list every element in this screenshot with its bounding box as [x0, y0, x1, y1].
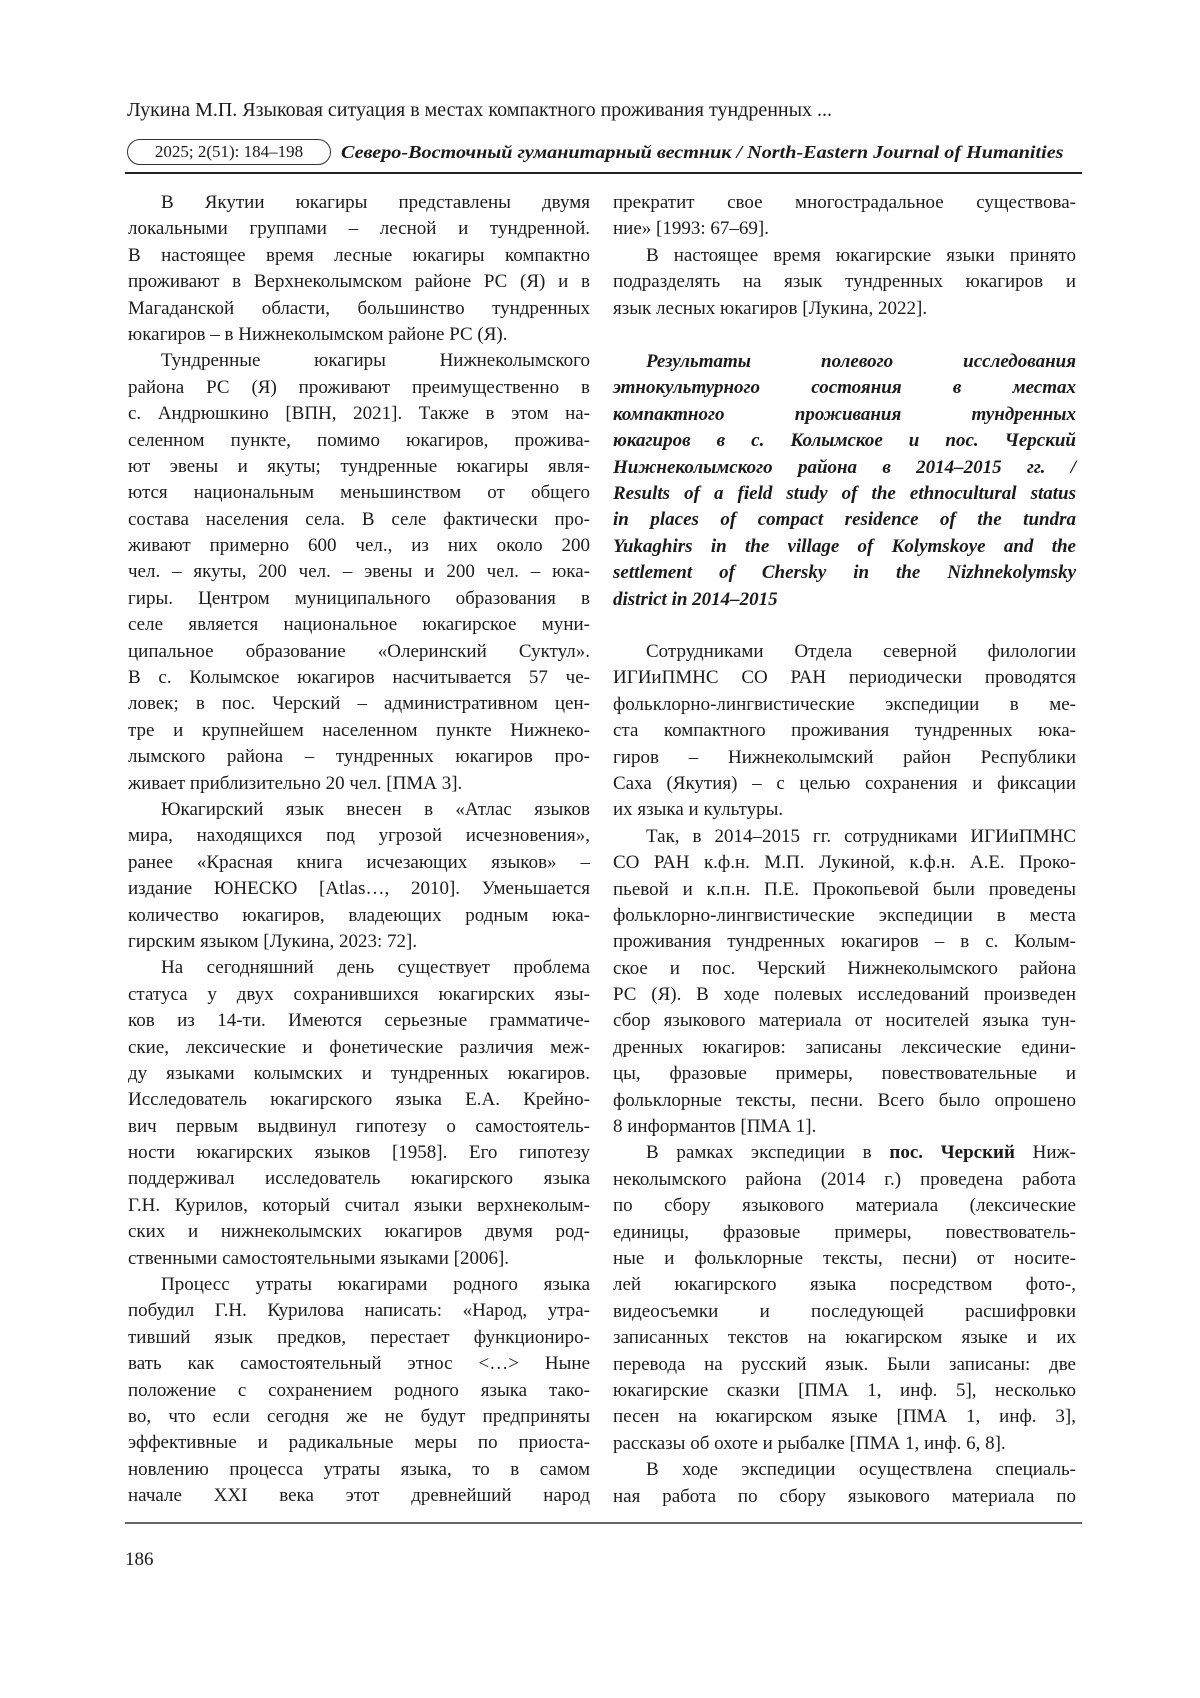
line-text: записанных текстов на юкагирском языке и их: [613, 1327, 1076, 1349]
text-line: [128, 401, 590, 427]
line-text: подразделять на язык тундренных юкагиров и: [613, 271, 1076, 293]
text-line: [613, 1140, 1076, 1166]
text-line: [613, 824, 1076, 850]
line-text: В ходе экспедиции осуществлена специаль-: [646, 1459, 1076, 1481]
line-text: Тундренные юкагиры Нижнеколымского: [161, 350, 590, 372]
text-line: [613, 1088, 1076, 1114]
text-line: [128, 428, 590, 454]
line-text: положение с сохранением родного языка тако-: [128, 1379, 590, 1401]
line-text: района РС (Я) проживают преимущественно в: [128, 376, 590, 398]
text-line: [613, 349, 1076, 375]
line-text: начале XXI века этот древнейший народ: [128, 1485, 590, 1507]
text-line: [128, 480, 590, 506]
text-line: [128, 1061, 590, 1087]
line-text: гиров – Нижнеколымский район Республики: [613, 746, 1076, 768]
text-line: [613, 455, 1076, 481]
line-text: издание ЮНЕСКО [Atlas…, 2010]. Уменьшается: [128, 878, 590, 900]
text-line: [613, 1352, 1076, 1378]
text-line: [613, 1008, 1076, 1034]
line-text: ственными самостоятельными языками [2006].: [128, 1247, 510, 1269]
line-text: СО РАН к.ф.н. М.П. Лукиной, к.ф.н. А.Е. Проко-: [613, 852, 1076, 874]
line-text: in places of compact residence of the tundra: [613, 509, 1076, 531]
line-text: тре и крупнейшем населенном пункте Нижнеко-: [128, 719, 590, 741]
line-text: фольклорно-лингвистические экспедиции в ме-: [613, 693, 1076, 715]
text-line: [128, 1114, 590, 1140]
line-text: рассказы об охоте и рыбалке [ПМА 1, инф. 6, 8].: [613, 1432, 1006, 1454]
text-line: [613, 850, 1076, 876]
line-text: Сотрудниками Отдела северной филологии: [646, 641, 1076, 662]
line-text: лымского района – тундренных юкагиров про-: [128, 746, 590, 768]
line-text: побудил Г.Н. Курилова написать: «Народ, утра-: [128, 1300, 590, 1322]
line-text: чел. – якуты, 200 чел. – эвены и 200 чел. – юка-: [128, 561, 590, 583]
running-title: Лукина М.П. Языковая ситуация в местах компактного проживания тундренных ...: [127, 99, 833, 121]
line-text: ских и нижнеколымских юкагиров двумя род-: [128, 1221, 590, 1243]
text-line: [613, 1220, 1076, 1246]
text-line: [613, 745, 1076, 771]
text-line: [128, 955, 590, 981]
text-line: [128, 216, 590, 242]
paragraph: [613, 243, 1076, 322]
line-text: ские, лексические и фонетические различия меж-: [128, 1036, 590, 1058]
line-text: ние» [1993: 67–69].: [613, 218, 769, 240]
text-line: [128, 559, 590, 585]
text-line: [128, 296, 590, 322]
line-text: гирским языком [Лукина, 2023: 72].: [128, 930, 418, 952]
header-divider: [125, 172, 1082, 174]
line-text: ципальное образование «Олеринский Суктул».: [128, 640, 590, 662]
line-text: ранее «Красная книга исчезающих языков» –: [128, 851, 590, 873]
text-line: [128, 1430, 590, 1456]
text-line: [613, 982, 1076, 1008]
text-line: [128, 929, 590, 955]
text-line: [128, 903, 590, 929]
text-line: [128, 1035, 590, 1061]
text-line: [128, 1298, 590, 1324]
text-line: [128, 375, 590, 401]
text-line: [613, 560, 1076, 586]
line-text: компактного проживания тундренных: [613, 403, 1076, 425]
text-line: [128, 322, 590, 348]
line-text: проживания тундренных юкагиров – в с. Колым-: [613, 931, 1076, 953]
line-text: Results of a field study of the ethnocultural status: [613, 482, 1076, 504]
footer-divider: [125, 1522, 1082, 1524]
line-text: district in 2014–2015: [613, 588, 778, 610]
paragraph: [128, 348, 590, 797]
line-text: юкагиров в с. Колымское и пос. Черский: [613, 430, 1076, 452]
line-text: живают примерно 600 чел., из них около 200: [128, 535, 590, 557]
line-text: дренных юкагиров: записаны лексические едини-: [613, 1036, 1076, 1058]
text-line: [128, 243, 590, 269]
line-text: [646, 1140, 1076, 1166]
line-text: Юкагирский язык внесен в «Атлас языков: [161, 798, 590, 820]
line-text: эффективные и радикальные меры по приоста-: [128, 1432, 590, 1454]
text-line: [613, 929, 1076, 955]
left-column: [128, 190, 590, 1510]
text-line: [613, 1114, 1076, 1140]
line-text: мира, находящихся под угрозой исчезновения»,: [128, 825, 590, 847]
line-text: ста компактного проживания тундренных юка-: [613, 720, 1076, 742]
line-text: ются национальным меньшинством от общего: [128, 482, 590, 504]
text-line: [613, 507, 1076, 533]
text-line: [613, 481, 1076, 507]
text-line: [613, 1167, 1076, 1193]
text-line: [613, 877, 1076, 903]
line-text: юкагирские сказки [ПМА 1, инф. 5], несколько: [613, 1379, 1076, 1401]
line-text: ИГИиПМНС СО РАН периодически проводятся: [613, 667, 1076, 689]
line-text: с. Андрюшкино [ВПН, 2021]. Также в этом на-: [128, 403, 590, 425]
text-line: [613, 1325, 1076, 1351]
line-text: единицы, фразовые примеры, повествователь-: [613, 1221, 1076, 1243]
line-text: фольклорно-лингвистические экспедиции в места: [613, 904, 1076, 926]
text-line: [128, 1087, 590, 1113]
text-line: [128, 1351, 590, 1377]
text-line: [613, 428, 1076, 454]
text-line: [128, 507, 590, 533]
text-line: [128, 1378, 590, 1404]
line-text: перевода на русский язык. Были записаны: две: [613, 1353, 1076, 1375]
line-text: ду языками колымских и тундренных юкагиров.: [128, 1062, 590, 1084]
line-text: Yukaghirs in the village of Kolymskoye and the: [613, 535, 1076, 557]
text-line: [128, 1272, 590, 1298]
line-text: Так, в 2014–2015 гг. сотрудниками ИГИиПМНС: [646, 825, 1076, 847]
line-text: Саха (Якутия) – с целью сохранения и фиксации: [613, 772, 1076, 794]
line-text: их языка и культуры.: [613, 799, 784, 821]
text-line: [128, 1404, 590, 1430]
line-text: пьевой и к.п.н. П.Е. Прокопьевой были проведены: [613, 878, 1076, 900]
line-text: На сегодняшний день существует проблема: [161, 957, 590, 979]
text-line: [128, 982, 590, 1008]
line-text: селе является национальное юкагирское муни-: [128, 614, 590, 636]
text-line: [613, 797, 1076, 823]
text-line: [613, 1431, 1076, 1457]
line-text: 8 информантов [ПМА 1].: [613, 1116, 817, 1138]
text-line: [613, 375, 1076, 401]
text-line: [613, 1193, 1076, 1219]
line-text: ют эвены и якуты; тундренные юкагиры явля-: [128, 455, 590, 477]
line-text: settlement of Chersky in the Nizhnekolymsky: [613, 562, 1076, 584]
paragraph-language-classification: [613, 243, 1076, 322]
line-text: Процесс утраты юкагирами родного языка: [161, 1274, 590, 1296]
line-text: тивший язык предков, перестает функциониро-: [128, 1326, 590, 1348]
text-line: [128, 269, 590, 295]
line-text: Исследователь юкагирского языка Е.А. Крейно-: [128, 1089, 590, 1111]
text-line: [613, 190, 1076, 216]
text-line: [613, 534, 1076, 560]
text-line: [613, 903, 1076, 929]
text-line: [128, 454, 590, 480]
text-line: [128, 1483, 590, 1509]
text-line: [128, 1193, 590, 1219]
line-text: локальными группами – лесной и тундренной.: [128, 218, 590, 240]
line-text: язык лесных юкагиров [Лукина, 2022].: [613, 297, 928, 319]
line-text: В с. Колымское юкагиров насчитывается 57 че-: [128, 667, 590, 689]
text-line: [128, 612, 590, 638]
line-text: Г.Н. Курилов, который считал языки верхнеколым-: [128, 1194, 590, 1216]
line-text: В настоящее время юкагирские языки принято: [646, 245, 1076, 266]
paragraph: [613, 1140, 1076, 1457]
text-line: [128, 1008, 590, 1034]
issue-badge: 2025; 2(51): 184–198: [127, 139, 331, 165]
text-line: [613, 718, 1076, 744]
text-line: [613, 665, 1076, 691]
line-text: поддерживал исследователь юкагирского языка: [128, 1168, 590, 1190]
text-line: [613, 216, 1076, 242]
text-line: [128, 1246, 590, 1272]
right-column-continuation: [613, 190, 1076, 243]
text-line: [128, 771, 590, 797]
text-line: [613, 1299, 1076, 1325]
section-heading: [613, 349, 1076, 613]
text-line: [128, 744, 590, 770]
text-line: [128, 1219, 590, 1245]
text-line: [128, 876, 590, 902]
line-text: лей юкагирского языка посредством фото-,: [613, 1274, 1076, 1296]
text-line: [613, 1457, 1076, 1483]
paragraph: [613, 1457, 1076, 1510]
text-line: [128, 586, 590, 612]
text-line: [128, 1140, 590, 1166]
text-line: [128, 1325, 590, 1351]
text-line: [613, 639, 1076, 665]
line-text: цы, фразовые примеры, повествовательные и: [613, 1063, 1076, 1085]
line-text: этнокультурного состояния в местах: [613, 377, 1076, 399]
line-text: новлению процесса утраты языка, то в самом: [128, 1458, 590, 1480]
line-text: проживают в Верхнеколымском районе РС (Я) и в: [128, 271, 590, 293]
text-line: [128, 1166, 590, 1192]
line-text: ная работа по сбору языкового материала по: [613, 1485, 1076, 1507]
bold-place-name: пос. Черский: [889, 1142, 1015, 1164]
paragraph: [613, 639, 1076, 824]
line-text: прекратит свое многострадальное существова-: [613, 192, 1076, 213]
text-line: [128, 823, 590, 849]
line-text: ков из 14-ти. Имеются серьезные грамматиче-: [128, 1010, 590, 1032]
line-text: ные и фольклорные тексты, песни) от носите-: [613, 1247, 1076, 1269]
line-text: Результаты полевого исследования: [646, 351, 1076, 372]
text-line: [613, 1035, 1076, 1061]
page-number: 186: [125, 1549, 154, 1570]
text-line: [128, 691, 590, 717]
text-line: [613, 243, 1076, 269]
text-line: [613, 1061, 1076, 1087]
line-text: селенном пункте, помимо юкагиров, прожива-: [128, 429, 590, 451]
text-line: [613, 1378, 1076, 1404]
paragraph: [128, 797, 590, 955]
line-text: вать как самостоятельный этнос <…> Ныне: [128, 1353, 590, 1375]
line-text: РС (Я). В ходе полевых исследований произведен: [613, 984, 1076, 1006]
text-line: [613, 692, 1076, 718]
line-text: ности юкагирских языков [1958]. Его гипотезу: [128, 1142, 590, 1164]
text-line: [128, 797, 590, 823]
line-text: юкагиров – в Нижнеколымском районе РС (Я).: [128, 323, 508, 345]
line-text: вич первым выдвинул гипотезу о самостоятель-: [128, 1115, 590, 1137]
line-text: живает приблизительно 20 чел. [ПМА 3].: [128, 772, 463, 794]
line-text: во, что если сегодня же не будут предприняты: [128, 1405, 590, 1427]
text-line: [613, 1272, 1076, 1298]
line-text: ловек; в пос. Черский – административном цен-: [128, 693, 590, 715]
paragraph: [613, 190, 1076, 243]
line-text: неколымского района (2014 г.) проведена работа: [613, 1168, 1076, 1190]
text-segment: В рамках экспедиции в: [646, 1142, 890, 1164]
text-segment: Ниж-: [1014, 1142, 1077, 1164]
text-line: [128, 533, 590, 559]
line-text: сбор языкового материала от носителей языка тун-: [613, 1010, 1076, 1032]
paragraph: [128, 1272, 590, 1510]
text-line: [613, 1404, 1076, 1430]
paragraph: [128, 955, 590, 1272]
text-line: [613, 771, 1076, 797]
line-text: гиры. Центром муниципального образования в: [128, 587, 590, 609]
text-line: [613, 402, 1076, 428]
line-text: по сбору языкового материала (лексические: [613, 1195, 1076, 1217]
line-text: В Якутии юкагиры представлены двумя: [161, 192, 590, 213]
text-line: [128, 665, 590, 691]
text-line: [613, 269, 1076, 295]
text-line: [128, 850, 590, 876]
text-line: [128, 1457, 590, 1483]
text-line: [613, 587, 1076, 613]
section-heading-text: [613, 349, 1076, 613]
text-line: [128, 639, 590, 665]
text-line: [613, 956, 1076, 982]
text-line: [128, 718, 590, 744]
line-text: фольклорные тексты, песни. Всего было опрошено: [613, 1089, 1076, 1111]
line-text: Магаданской области, большинство тундренных: [128, 297, 590, 319]
text-line: [128, 190, 590, 216]
line-text: статуса у двух сохранившихся юкагирских язы-: [128, 983, 590, 1005]
text-line: [613, 296, 1076, 322]
right-column-body: [613, 639, 1076, 1510]
paragraph: [613, 824, 1076, 1141]
line-text: В настоящее время лесные юкагиры компактно: [128, 244, 590, 266]
text-line: [613, 1246, 1076, 1272]
text-line: [128, 348, 590, 374]
line-text: Нижнеколымского района в 2014–2015 гг. /: [613, 456, 1076, 478]
line-text: песен на юкагирском языке [ПМА 1, инф. 3],: [613, 1406, 1076, 1428]
line-text: ское и пос. Черский Нижнеколымского района: [613, 957, 1076, 979]
line-text: состава населения села. В селе фактически про-: [128, 508, 590, 530]
line-text: видеосъемки и последующей расшифровки: [613, 1300, 1076, 1322]
text-line: [613, 1484, 1076, 1510]
line-text: количество юкагиров, владеющих родным юка-: [128, 904, 590, 926]
journal-title: Северо-Восточный гуманитарный вестник / North-Eastern Journal of Humanities: [341, 142, 1064, 162]
paragraph: [128, 190, 590, 348]
